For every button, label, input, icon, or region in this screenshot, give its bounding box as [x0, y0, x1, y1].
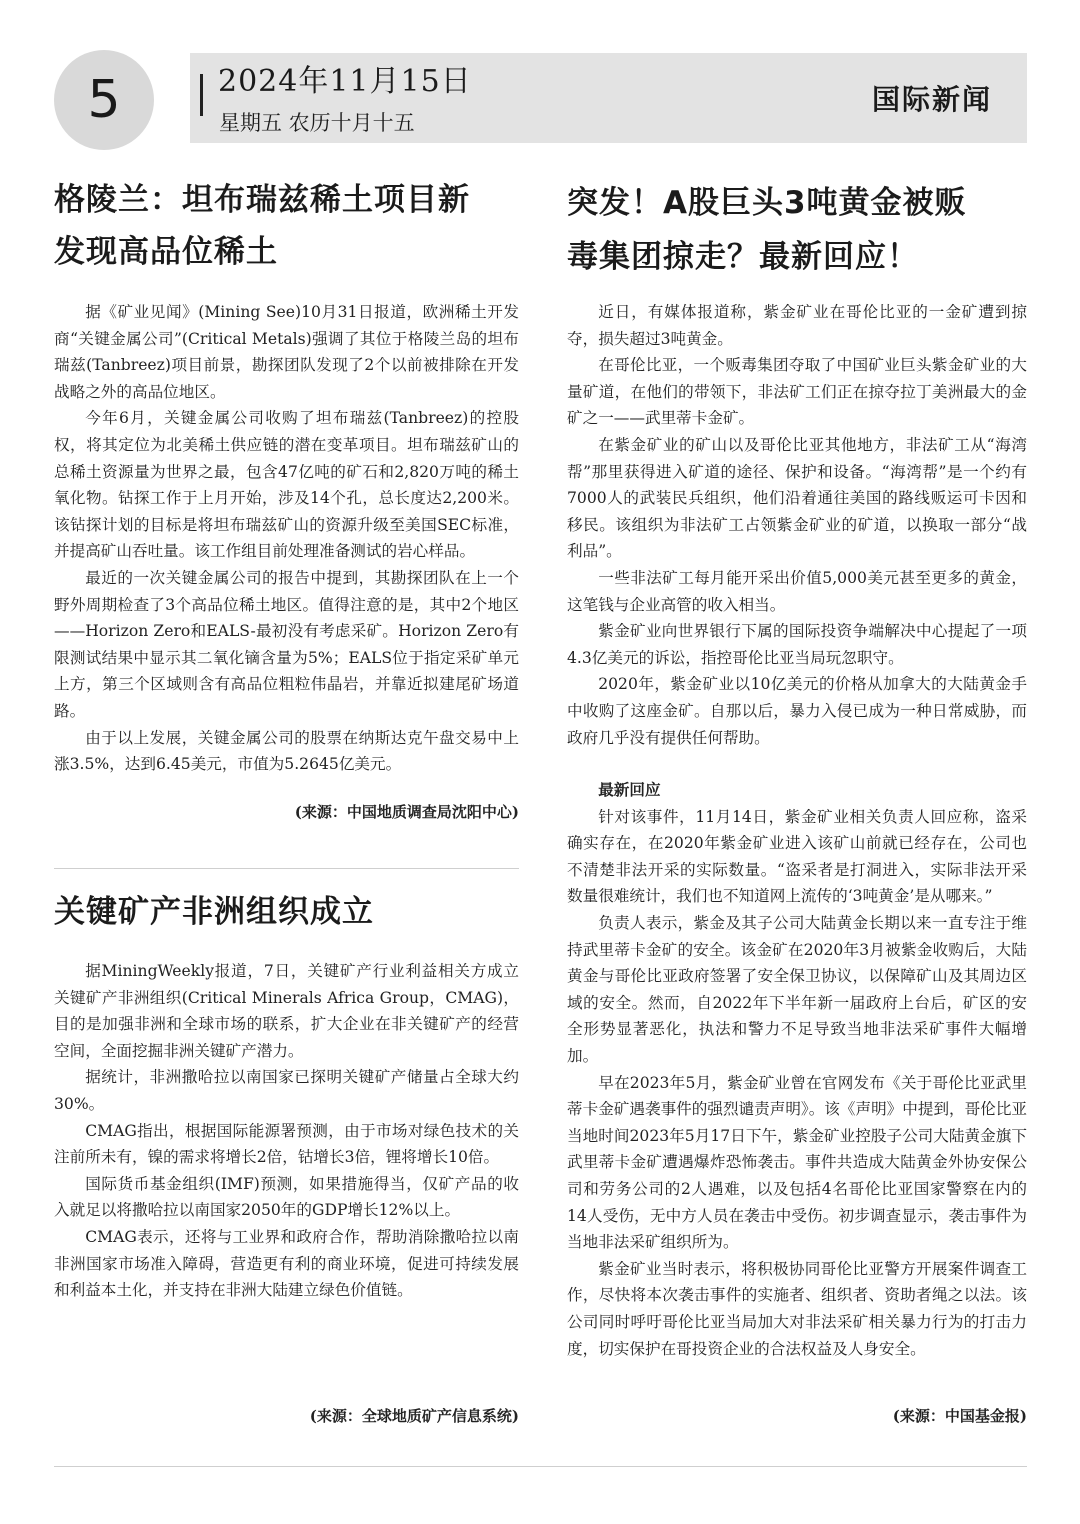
- paragraph: 据《矿业见闻》(Mining See)10月31日报道，欧洲稀土开发商“关键金属公司”(Critical Metals)强调了其位于格陵兰岛的坦布瑞兹(Tanbreez)项目前景，勘探团队发现了2个以前被排除在开发战略之外的高品位地区。: [54, 303, 519, 401]
- paragraph: 今年6月，关键金属公司收购了坦布瑞兹(Tanbreez)的控股权，将其定位为北美稀土供应链的潜在变革项目。坦布瑞兹矿山的总稀土资源量为世界之最，包含47亿吨的矿石和2,820万吨的稀土氧化物。钻探工作于上月开始，涉及14个孔，总长度达2,200米。该钻探计划的目标是将坦布瑞兹矿山的资源升级至美国SEC标准，并提高矿山吞吐量。该工作组目前处理准备测试的岩心样品。: [54, 409, 519, 561]
- paragraph: 国际货币基金组织(IMF)预测，如果措施得当，仅矿产品的收入就足以将撒哈拉以南国家2050年的GDP增长12%以上。: [54, 1174, 519, 1220]
- paragraph: 2020年，紫金矿业以10亿美元的价格从加拿大的大陆黄金手中收购了这座金矿。自那以后，暴力入侵已成为一种日常威胁，而政府几乎没有提供任何帮助。: [567, 675, 1027, 747]
- paragraph: 一些非法矿工每月能开采出价值5,000美元甚至更多的黄金，这笔钱与企业高管的收入相当。: [567, 568, 1027, 614]
- article-body: [54, 299, 519, 778]
- article-title: [54, 174, 519, 278]
- paragraph: 由于以上发展，关键金属公司的股票在纳斯达克午盘交易中上涨3.5%，达到6.45美元，市值为5.2645亿美元。: [54, 728, 519, 774]
- article-body: [567, 299, 1027, 1362]
- article-zijin: [567, 176, 1027, 1362]
- page-number-badge: [54, 50, 154, 150]
- article-cmag: [54, 886, 519, 1304]
- article-title-line: 突发！A股巨头3吨黄金被贩: [567, 185, 967, 221]
- header-divider-bar: [200, 74, 203, 116]
- article-title: [567, 176, 1027, 284]
- page-number: 5: [87, 70, 121, 130]
- paragraph: CMAG指出，根据国际能源署预测，由于市场对绿色技术的关注前所未有，镍的需求将增长2倍，钴增长3倍，锂将增长10倍。: [54, 1121, 519, 1167]
- section-subheading: 最新回应: [598, 780, 661, 800]
- paragraph: 针对该事件，11月14日，紫金矿业相关负责人回应称，盗采确实存在，在2020年紫金矿业进入该矿山前就已经存在，公司也不清楚非法开采的实际数量。“盗采者是打洞进入，实际非法开采数量很难统计，我们也不知道网上流传的‘3吨黄金’是从哪来。”: [567, 807, 1027, 906]
- article-title: 关键矿产非洲组织成立: [54, 894, 374, 930]
- article-greenland: [54, 174, 519, 824]
- article-source: (来源：中国地质调查局沈阳中心): [294, 802, 519, 821]
- paragraph: 在哥伦比亚，一个贩毒集团夺取了中国矿业巨头紫金矿业的大量矿道，在他们的带领下，非法矿工们正在掠夺拉丁美洲最大的金矿之一——武里蒂卡金矿。: [567, 356, 1027, 428]
- article-title-line: 毒集团掠走？最新回应！: [567, 239, 919, 275]
- article-source: (来源：中国基金报): [892, 1407, 1027, 1425]
- paragraph: CMAG表示，还将与工业界和政府合作，帮助消除撒哈拉以南非洲国家市场准入障碍，营造更有利的商业环境，促进可持续发展和利益本土化，并支持在非洲大陆建立绿色价值链。: [54, 1227, 519, 1300]
- page-bottom-rule: [54, 1466, 1027, 1467]
- paragraph: 早在2023年5月，紫金矿业曾在官网发布《关于哥伦比亚武里蒂卡金矿遇袭事件的强烈谴责声明》。该《声明》中提到，哥伦比亚当地时间2023年5月17日下午，紫金矿业控股子公司大陆黄金旗下武里蒂卡金矿遭遇爆炸恐怖袭击。事件共造成大陆黄金外协安保公司和劳务公司的2人遇难，以及包括4名哥伦比亚国家警察在内的14人受伤，无中方人员在袭击中受伤。初步调查显示，袭击事件为当地非法采矿组织所为。: [567, 1073, 1028, 1252]
- article-source: (来源：全球地质矿产信息系统): [309, 1407, 519, 1425]
- paragraph: 负责人表示，紫金及其子公司大陆黄金长期以来一直专注于维持武里蒂卡金矿的安全。该金矿在2020年3月被紫金收购后，大陆黄金与哥伦比亚政府签署了安全保卫协议，以保障矿山及其周边区域的安全。然而，自2022年下半年新一届政府上台后，矿区的安全形势显著恶化，执法和警力不足导致当地非法采矿事件大幅增加。: [567, 914, 1027, 1066]
- paragraph: 据统计，非洲撒哈拉以南国家已探明关键矿产储量占全球大约30%。: [54, 1068, 519, 1113]
- article-divider: [54, 868, 519, 869]
- paragraph: 在紫金矿业的矿山以及哥伦比亚其他地方，非法矿工从“海湾帮”那里获得进入矿道的途径、保护和设备。“海湾帮”是一个约有7000人的武装民兵组织，他们沿着通往美国的路线贩运可卡因和移民。该组织为非法矿工占领紫金矿业的矿道，以换取一部分“战利品”。: [567, 435, 1027, 561]
- paragraph: 最近的一次关键金属公司的报告中提到，其勘探团队在上一个野外周期检查了3个高品位稀土地区。值得注意的是，其中2个地区——Horizon Zero和EALS-最初没有考虑采矿。Horizon Zero有限测试结果中显示其二氧化镝含量为5%；EALS位于指定采矿单元上方，第三个区域则含有高品位粗粒伟晶岩，并靠近拟建尾矿场道路。: [54, 568, 519, 720]
- issue-lunar-date: 星期五 农历十月十五: [219, 111, 415, 135]
- paragraph: 据MiningWeekly报道，7日，关键矿产行业利益相关方成立关键矿产非洲组织(Critical Minerals Africa Group，CMAG)，目的是加强非洲和全球市场的联系，扩大企业在非关键矿产的经营空间，全面挖掘非洲关键矿产潜力。: [54, 962, 519, 1060]
- paragraph: 紫金矿业当时表示，将积极协同哥伦比亚警方开展案件调查工作，尽快将本次袭击事件的实施者、组织者、资助者绳之以法。该公司同时呼吁哥伦比亚当局加大对非法采矿相关暴力行为的打击力度，切实保护在哥投资企业的合法权益及人身安全。: [567, 1259, 1027, 1358]
- issue-date: 2024年11月15日: [218, 64, 472, 99]
- article-title-line: 格陵兰：坦布瑞兹稀土项目新: [54, 182, 470, 218]
- paragraph: 紫金矿业向世界银行下属的国际投资争端解决中心提起了一项4.3亿美元的诉讼，指控哥伦比亚当局玩忽职守。: [567, 622, 1027, 667]
- section-title: 国际新闻: [871, 83, 992, 116]
- paragraph: 近日，有媒体报道称，紫金矿业在哥伦比亚的一金矿遭到掠夺，损失超过3吨黄金。: [567, 303, 1027, 348]
- article-body: [54, 958, 519, 1304]
- article-title-line: 发现高品位稀土: [54, 234, 278, 270]
